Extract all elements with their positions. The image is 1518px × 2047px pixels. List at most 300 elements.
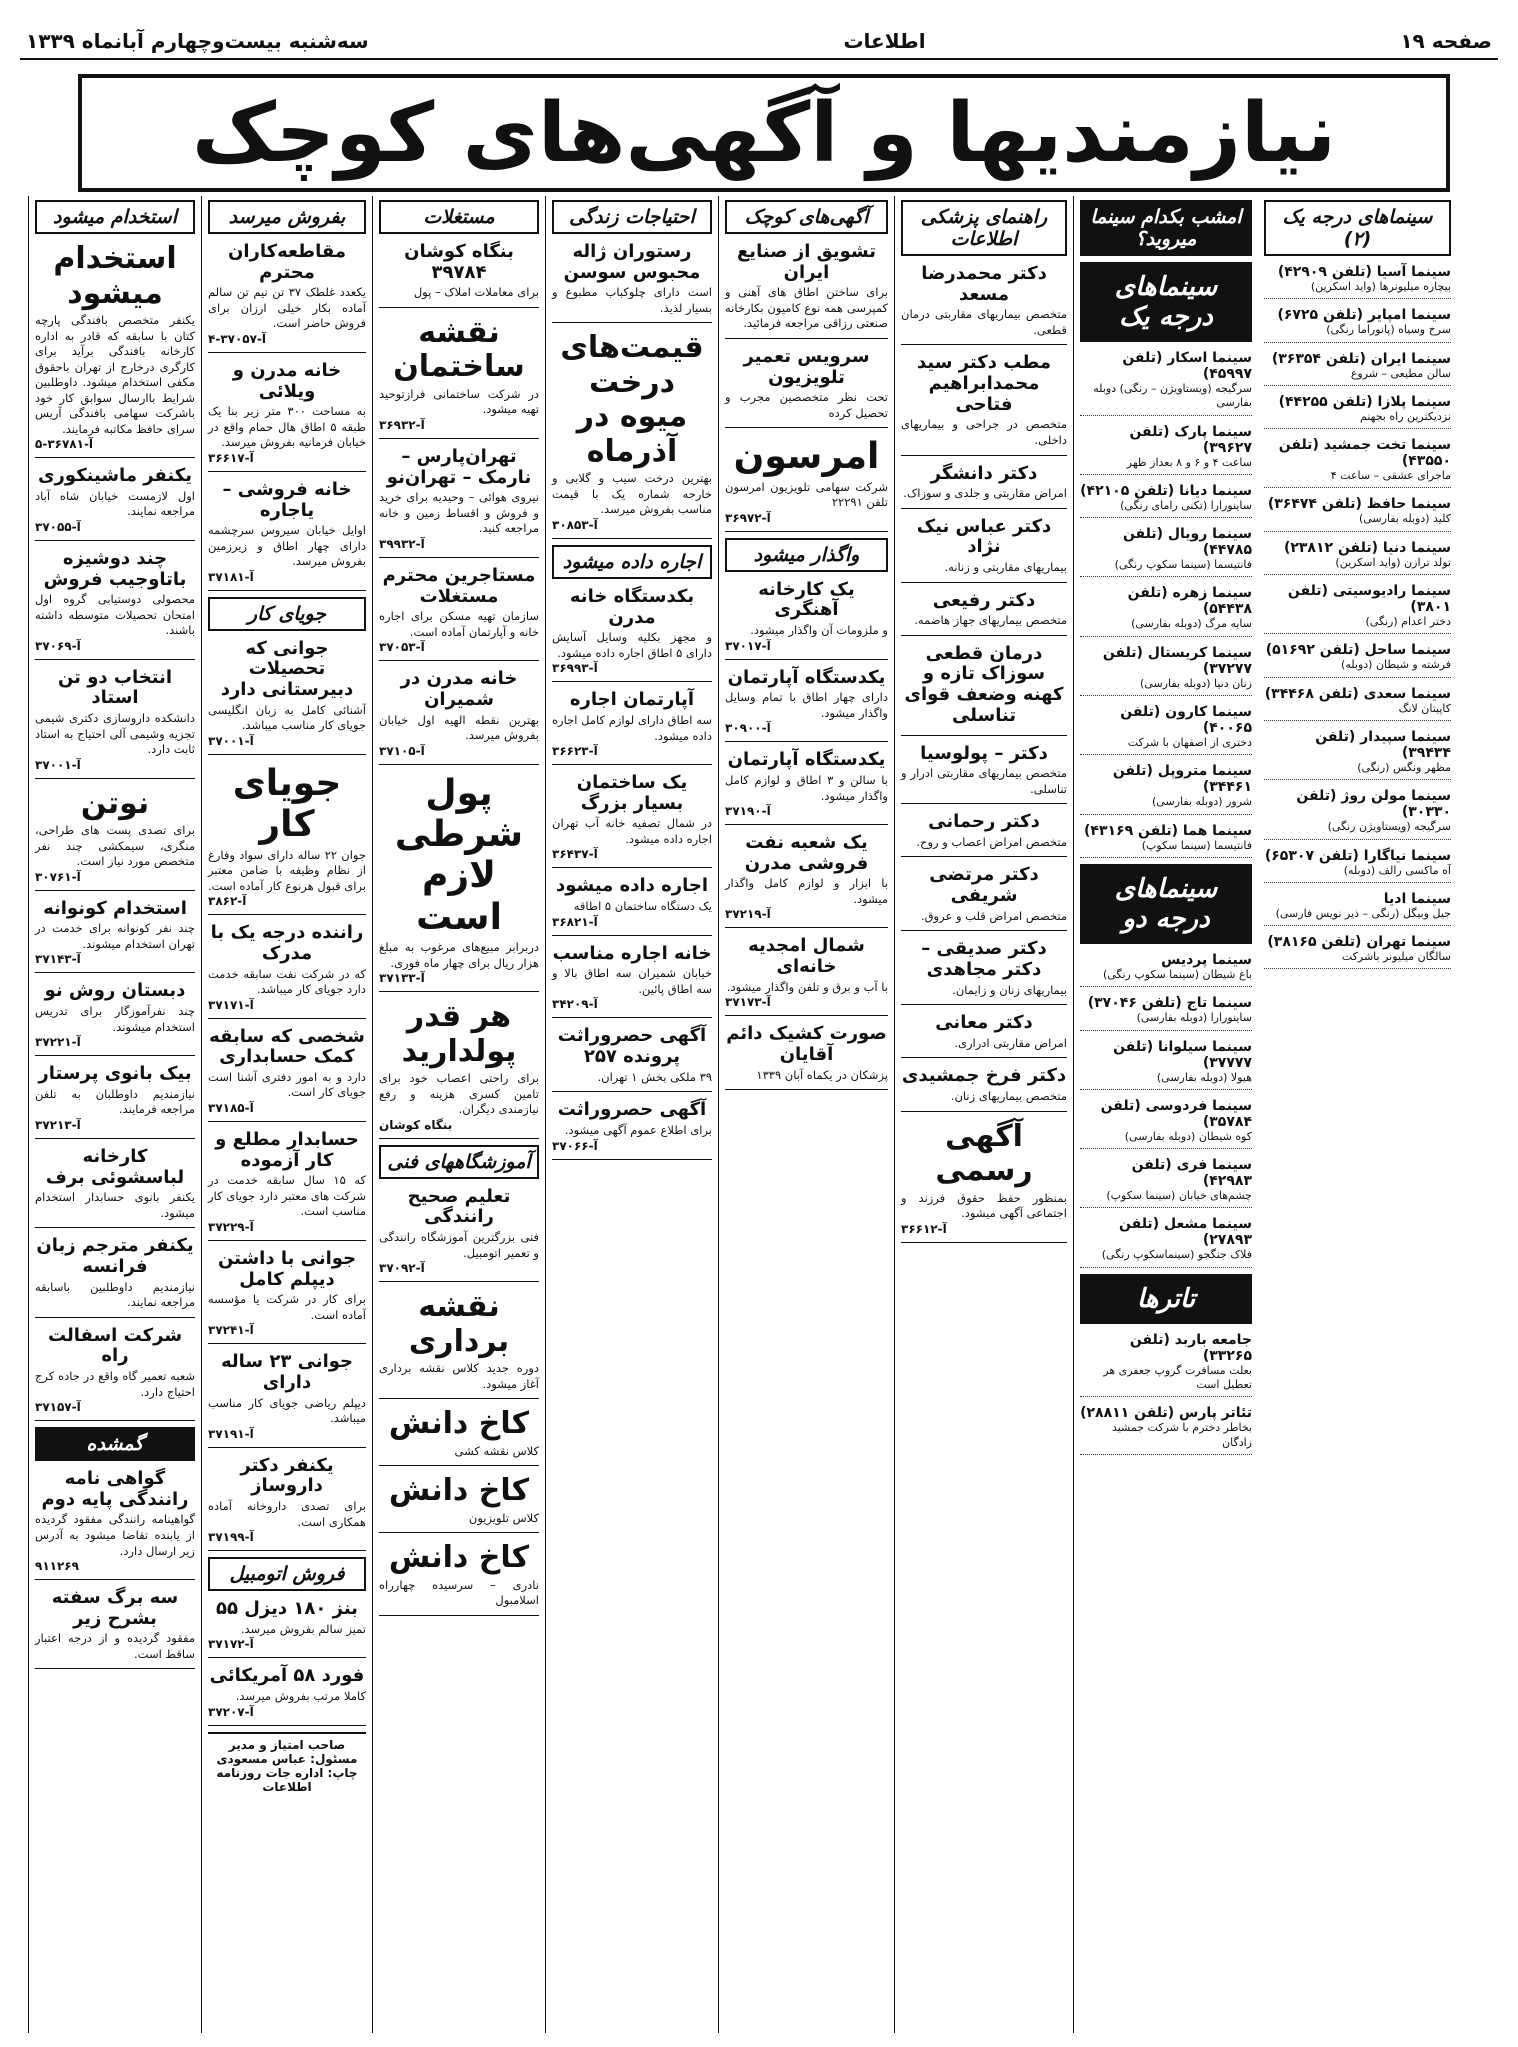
classified-ad bbox=[901, 462, 1067, 509]
classified-ad bbox=[35, 1234, 195, 1317]
ad-title: پول شرطی لازم است bbox=[394, 772, 524, 938]
cinema-name: سینما هما (تلفن ۴۳۱۶۹) bbox=[1084, 822, 1252, 839]
cinema-program: مظهر ونگس (رنگی) bbox=[1357, 760, 1451, 774]
classified-ad bbox=[901, 863, 1067, 931]
ad-text: که در شرکت نفت سابقه خدمت دارد جویای کار میباشد. bbox=[208, 966, 366, 997]
ad-code: آ-۳۷۱۸۱ bbox=[208, 569, 254, 584]
classified-ad bbox=[725, 1022, 888, 1090]
cinema-name: سینما زهره (تلفن ۵۴۴۳۸) bbox=[1127, 585, 1252, 618]
ad-title: امرسون bbox=[733, 436, 880, 478]
ad-text: دوره جدید کلاس نقشه برداری آغاز میشود. bbox=[379, 1361, 539, 1391]
ad-code: آ-۳۸۶۲ bbox=[208, 894, 247, 909]
ad-title: تشویق از صنایع ایران bbox=[737, 241, 876, 283]
publisher-note bbox=[208, 1732, 366, 1794]
classified-ad bbox=[552, 771, 712, 868]
ad-code: آ-۳۶۶۱۲ bbox=[901, 1221, 947, 1236]
ad-text: سازمان تهیه مسکن برای اجاره خانه و آپارتمان آماده است. bbox=[379, 609, 539, 639]
ad-code: آ-۳۶۷۸۱-۵ bbox=[35, 437, 94, 452]
cinema-listing bbox=[1080, 993, 1252, 1030]
ad-code: آ-۳۷۱۸۵ bbox=[208, 1101, 254, 1115]
ad-code: ۹۱۱۲۶۹ bbox=[35, 1559, 79, 1574]
ad-title: استخدام کونوانه bbox=[43, 897, 187, 919]
ad-code: آ-۳۷۰۵۷-۴ bbox=[208, 331, 267, 346]
ad-text: یکنفر بانوی حسابدار استخدام میشود. bbox=[35, 1190, 195, 1220]
ad-code: آ-۳۰۹۰۰ bbox=[725, 721, 771, 736]
ad-title: دکتر صدیقی – دکتر مجاهدی bbox=[921, 938, 1047, 981]
ad-text: یکعدد غلطک ۳۷ تن نیم تن سالم آماده بکار خیلی ارزان برای فروش حاضر است. bbox=[208, 285, 366, 331]
ad-title: دکتر رفیعی bbox=[932, 589, 1036, 611]
cinema-listing bbox=[1264, 435, 1451, 488]
ad-text: و ملزومات آن واگذار میشود. bbox=[750, 623, 888, 638]
ad-title: خانه فروشی – یاجاره bbox=[222, 478, 352, 521]
ad-title: کاخ دانش bbox=[388, 1406, 530, 1442]
ad-text: بهترین نقطه الهیه اول خیابان بفروش میرسد. bbox=[379, 712, 539, 743]
ad-title: یکدستگاه آپارتمان bbox=[727, 666, 886, 688]
cinema-name: سینما ایران (تلفن ۳۶۳۵۴) bbox=[1271, 350, 1451, 367]
owner-line: صاحب امتیاز و مدیر مسئول: عباس مسعودی bbox=[216, 1737, 358, 1766]
ad-code: آ-۳۶۸۲۱ bbox=[552, 914, 598, 929]
cinema-name: جامعه باربد (تلفن ۳۳۲۶۵) bbox=[1129, 1331, 1252, 1364]
ad-title: قیمت‌های درخت میوه در آذرماه bbox=[560, 330, 704, 469]
classified-ad bbox=[208, 1664, 366, 1725]
classified-ad bbox=[901, 515, 1067, 583]
column-heading: سینماهای درجه یک (۲) bbox=[1264, 200, 1451, 256]
ad-text: شعبه تعمیر گاه واقع در جاده کرج احتیاج دارد. bbox=[35, 1369, 195, 1399]
cinema-listing bbox=[1264, 889, 1451, 926]
cinema-listing bbox=[1264, 727, 1451, 780]
ad-title: یکنفر مترجم زبان فرانسه bbox=[36, 1235, 194, 1277]
classified-ad bbox=[35, 785, 195, 891]
column-heading: آگهی‌های کوچک bbox=[725, 200, 888, 234]
print-line: چاپ: اداره جات روزنامه اطلاعات bbox=[216, 1765, 358, 1794]
classified-ad bbox=[552, 329, 712, 539]
classified-ad bbox=[901, 937, 1067, 1005]
ad-text: محصولی دوستیابی گروه اول امتحان تحصیلات متوسطه داشته باشند. bbox=[35, 592, 195, 638]
cinema-listing bbox=[1264, 786, 1451, 839]
cinema-program: شرور (دوبله بفارسی) bbox=[1152, 795, 1252, 809]
cinema-listing bbox=[1264, 262, 1451, 299]
ad-text: است دارای چلوکباب مطبوع و بسیار لذیذ. bbox=[552, 285, 712, 315]
ad-code: آ-۳۶۹۳۲ bbox=[379, 417, 425, 432]
classified-ad bbox=[725, 578, 888, 660]
classified-ad bbox=[208, 637, 366, 755]
ad-title: استخدام میشود bbox=[53, 241, 177, 311]
cinema-program: جیل وبیگل (رنگی – ذیر نویس فارسی) bbox=[1275, 906, 1451, 920]
ad-code: آ-۳۷۱۹۱ bbox=[208, 1426, 254, 1441]
classified-ad bbox=[208, 359, 366, 472]
cinema-name: سینما حافظ (تلفن ۳۶۴۷۴) bbox=[1267, 496, 1451, 513]
classified-ad bbox=[901, 1064, 1067, 1111]
cinema-name: سینما رادیوسیتی (تلفن ۳۸۰۱) bbox=[1287, 583, 1451, 616]
classified-ad bbox=[901, 810, 1067, 857]
cinema-listing bbox=[1080, 583, 1252, 636]
cinema-program: سرگیجه (ویستاویژن – رنگی) دوبله بفارسی bbox=[1093, 382, 1252, 410]
ad-title: اجاره داده میشود bbox=[555, 875, 709, 897]
ad-code: آ-۳۷۱۷۲ bbox=[208, 1637, 254, 1652]
ad-title: رستوران ژاله محبوس سوسن bbox=[563, 241, 701, 283]
cinema-program: آه ماکسی رالف (دوبله) bbox=[1343, 863, 1451, 877]
ad-code: آ-۳۷۰۱۷ bbox=[725, 638, 771, 653]
ad-text: خیابان شمیران سه اطاق بالا و سه اطاق پائین. bbox=[552, 966, 712, 996]
ad-code: آ-۳۷۰۰۱ bbox=[35, 757, 81, 772]
ad-code: آ-۳۷۲۴۱ bbox=[208, 1323, 254, 1338]
ad-code: آ-۳۷۰۵۵ bbox=[35, 519, 81, 534]
classified-ad bbox=[552, 688, 712, 765]
cinema-name: سینما آسیا (تلفن ۴۲۹۰۹) bbox=[1277, 264, 1451, 280]
ad-text: تمیز سالم بفروش میرسد. bbox=[240, 1621, 366, 1636]
ad-code: بنگاه کوشان bbox=[379, 1117, 453, 1132]
column-2 bbox=[201, 196, 372, 2033]
ad-text: متخصص بیماریهای مقاربتی ادرار و تناسلی. bbox=[901, 766, 1067, 796]
section-heading: واگذار میشود bbox=[725, 538, 888, 572]
ad-title: دکتر عباس نیک نژاد bbox=[916, 515, 1052, 558]
paper-name: اطلاعات bbox=[843, 29, 926, 53]
ad-text: دارد و به امور دفتری آشنا است جویای کار است. bbox=[208, 1069, 366, 1100]
classified-ad bbox=[35, 1145, 195, 1228]
classified-ad bbox=[725, 666, 888, 743]
ad-title: جوانی که تحصیلات دبیرستانی دارد bbox=[220, 637, 354, 701]
ad-text: اوایل خیابان سیروس سرچشمه دارای چهار اطاق و زیرزمین بفروش میرسد. bbox=[208, 523, 366, 569]
ad-text: نیازمندیم داوطلبین باسابقه مراجعه نمایند. bbox=[35, 1279, 195, 1310]
ad-text: که ۱۵ سال سابقه خدمت در شرکت های معتبر دارد جویای کار مناسب است. bbox=[208, 1173, 367, 1219]
cinema-listing bbox=[1080, 1214, 1252, 1267]
cinema-listing bbox=[1080, 524, 1252, 577]
cinema-listing bbox=[1080, 1403, 1252, 1455]
cinema-program: کاپیتان لانگ bbox=[1398, 701, 1451, 715]
ad-text: دربرابر مبیع‌های مرغوب به مبلغ هزار ریال برای چهار ماه فوری. bbox=[379, 940, 539, 970]
ad-code: آ-۳۷۰۶۶ bbox=[552, 1138, 598, 1153]
cinema-name: تئاتر پارس (تلفن ۲۸۸۱۱) bbox=[1080, 1405, 1252, 1422]
ad-title: بنز ۱۸۰ دیزل ۵۵ bbox=[216, 1598, 358, 1620]
classified-ad bbox=[725, 934, 888, 1016]
ad-title: نقشه برداری bbox=[408, 1289, 510, 1359]
classified-ad bbox=[901, 742, 1067, 805]
cinema-program: فانتیسما (سینما سکوپ) bbox=[1141, 838, 1252, 852]
classified-ad bbox=[208, 1454, 366, 1551]
cinema-listing bbox=[1080, 422, 1252, 475]
ad-text: متخصص بیماریهای زنان. bbox=[950, 1089, 1067, 1104]
cinema-section-heading: تاترها bbox=[1080, 1274, 1252, 1324]
ad-code: آ-۳۷۱۴۳ bbox=[35, 952, 81, 967]
cinema-listing bbox=[1264, 846, 1451, 883]
ad-title: یکدستگاه آپارتمان bbox=[727, 749, 886, 771]
cinema-listing bbox=[1264, 640, 1451, 677]
cinema-listing bbox=[1080, 481, 1252, 518]
ad-title: گواهی نامه رانندگی پایه دوم bbox=[41, 1468, 189, 1510]
ad-text: برای راحتی اعصاب خود برای تامین کسری هزینه و رفع نیازمندی دیگران. bbox=[379, 1071, 539, 1117]
cinema-program: چشم‌های خیابان (سینما سکوپ) bbox=[1106, 1189, 1252, 1203]
ad-code: آ-۳۹۹۳۲ bbox=[379, 536, 425, 551]
ad-title: صورت کشیک دائم آقایان bbox=[726, 1023, 887, 1066]
classified-ad bbox=[901, 1011, 1067, 1058]
cinema-name: سینما سیلوانا (تلفن ۳۷۷۷۷) bbox=[1113, 1038, 1252, 1071]
classified-ad bbox=[901, 262, 1067, 345]
classified-ad bbox=[379, 1472, 539, 1533]
column-1 bbox=[28, 196, 201, 2033]
cinema-listing bbox=[1080, 761, 1252, 814]
ad-title: شرکت اسفالت راه bbox=[47, 1324, 183, 1367]
classified-ad bbox=[208, 1128, 366, 1241]
ad-title: فورد ۵۸ آمریکائی bbox=[209, 1665, 365, 1687]
cinema-listing bbox=[1080, 1330, 1252, 1398]
ad-text: گواهینامه رانندگی مفقود گردیده از یابنده تقاضا میشود به آدرس زیر ارسال دارد. bbox=[35, 1512, 195, 1558]
cinema-listing bbox=[1080, 950, 1252, 987]
cinema-listing bbox=[1080, 1096, 1252, 1149]
ad-text: برای ساختن اطاق های آهنی و کمپرسی همه نوع کامیون بکارخانه صنعتی رزاقی مراجعه فرمائید. bbox=[725, 285, 888, 331]
cinema-program: زنان دنیا (دوبله بفارسی) bbox=[1140, 676, 1252, 690]
cinema-name: سینما پلازا (تلفن ۴۴۲۵۵) bbox=[1278, 393, 1451, 410]
ad-title: نوتن bbox=[80, 785, 150, 821]
ad-text: یکنفر متخصص بافندگی پارچه کتان با سابقه که قادر به اداره کارخانه بافندگی برآید برای کارگری درخارج از تهران باحقوق مکفی استخدام میشود. داوطلبین شرایط باارسال سوابق کار خود باشرکت سهامی بافندگی آریس سرای حافظ مکاتبه فرمایند. bbox=[35, 313, 195, 436]
masthead bbox=[78, 74, 1450, 192]
ad-text: با سالن و ۳ اطاق و لوازم کامل واگذار میشود. bbox=[725, 773, 888, 803]
ad-text: نادری – سرسیده چهارراه اسلامبول bbox=[379, 1577, 539, 1608]
classified-ad bbox=[901, 1118, 1067, 1243]
ad-text: دارای چهار اطاق با تمام وسایل واگذار میشود. bbox=[725, 690, 888, 720]
ad-title: دکتر محمدرضا مسعد bbox=[921, 263, 1047, 305]
classified-ad bbox=[35, 1062, 195, 1139]
cinema-name: سینما متروپل (تلفن ۳۴۴۶۱) bbox=[1112, 763, 1252, 796]
cinema-program: دختر اعدام (رنگی) bbox=[1365, 615, 1451, 629]
page-number: صفحه ۱۹ bbox=[1400, 29, 1492, 53]
ad-code: آ-۳۷۱۳۳ bbox=[379, 971, 425, 986]
cinema-listing bbox=[1264, 538, 1451, 575]
ad-text: بیماریهای مقاربتی و زنانه. bbox=[944, 560, 1067, 575]
cinema-section-heading: سینماهای درجه یک bbox=[1080, 262, 1252, 342]
cinema-name: سینما سپیدار (تلفن ۳۹۴۳۴) bbox=[1315, 728, 1451, 761]
section-heading: اجاره داده میشود bbox=[552, 545, 712, 579]
classified-ad bbox=[35, 240, 195, 458]
cinema-name: سینما دنیا (تلفن ۲۳۸۱۲) bbox=[1283, 539, 1451, 556]
cinema-program: ساینورارا (تکنی رامای رنگی) bbox=[1120, 498, 1252, 512]
ad-title: یکنفر دکتر داروساز bbox=[240, 1454, 334, 1497]
ad-code: آ-۳۷۲۱۳ bbox=[35, 1117, 81, 1132]
ad-code: آ-۳۷۲۱۹ bbox=[725, 907, 771, 922]
ad-title: بکدستگاه خانه مدرن bbox=[569, 585, 695, 628]
cinema-listing bbox=[1264, 932, 1451, 969]
ad-code: آ-۳۷۲۲۱ bbox=[35, 1035, 81, 1050]
classified-ad bbox=[208, 1350, 366, 1447]
classified-ad bbox=[208, 1247, 366, 1344]
cinema-name: سینما کریستال (تلفن ۳۷۲۷۷) bbox=[1102, 644, 1252, 677]
column-heading: مستغلات bbox=[379, 200, 539, 234]
cinema-listing bbox=[1264, 305, 1451, 342]
cinema-program: فانتیسما (سینما سکوپ رنگی) bbox=[1114, 558, 1252, 572]
ad-text: مفقود گردیده و از درجه اعتبار ساقط است. bbox=[35, 1631, 195, 1661]
column-4 bbox=[545, 196, 718, 2033]
cinema-name: سینما مشعل (تلفن ۲۷۸۹۳) bbox=[1119, 1216, 1252, 1249]
ad-code: آ-۳۶۹۹۳ bbox=[552, 661, 598, 676]
ad-title: دکتر فرخ جمشیدی bbox=[901, 1065, 1067, 1087]
ad-title: مستاجرین محترم مستغلات bbox=[382, 564, 536, 607]
ad-title: جوانی ۲۳ ساله دارای bbox=[220, 1351, 354, 1394]
column-heading: بفروش میرسد bbox=[208, 200, 366, 234]
classified-ad bbox=[379, 1185, 539, 1282]
cinema-program: سرخ وسیاه (پانوراما رنگی) bbox=[1326, 323, 1451, 337]
classified-ad bbox=[208, 761, 366, 915]
ad-code: آ-۳۷۰۹۲ bbox=[379, 1261, 425, 1276]
page-header bbox=[20, 24, 1498, 60]
ad-title: درمان قطعی سوزاک تازه و کهنه وضعف قوای تناسلی bbox=[904, 642, 1064, 726]
classified-ad bbox=[725, 345, 888, 428]
ad-code: آ-۳۴۲۰۹ bbox=[552, 997, 598, 1012]
column-heading: احتیاجات زندگی bbox=[552, 200, 712, 234]
ad-code: آ-۳۶۴۳۷ bbox=[552, 847, 598, 862]
cinema-listing bbox=[1080, 1037, 1252, 1090]
ad-code: آ-۳۷۱۹۹ bbox=[208, 1530, 254, 1545]
ad-title: خانه مدرن در شمیران bbox=[400, 668, 518, 710]
ad-title: یکنفر ماشینکوری bbox=[38, 465, 192, 487]
column-heading: امشب بکدام سینما میروید؟ bbox=[1080, 200, 1252, 256]
lost-found-heading: گمشده bbox=[35, 1427, 195, 1461]
classified-ad bbox=[35, 897, 195, 974]
cinema-name: سینما تخت جمشید (تلفن ۴۳۵۵۰) bbox=[1278, 437, 1451, 470]
classified-ad bbox=[901, 589, 1067, 636]
ad-text: کاملا مرتب بفروش میرسد. bbox=[235, 1689, 366, 1704]
ad-title: هر قدر پولدارید bbox=[401, 999, 517, 1069]
ad-text: آشنائی کامل به زبان انگلیسی جویای کار مناسب میباشد. bbox=[208, 702, 366, 733]
cinema-program: فرشته و شیطان (دوبله) bbox=[1341, 658, 1451, 672]
ad-text: متخصص امراض قلب و عروق. bbox=[920, 908, 1067, 923]
classified-ad bbox=[379, 1539, 539, 1616]
cinema-name: سینما کارون (تلفن ۴۰۰۶۵) bbox=[1120, 704, 1252, 737]
cinema-section-heading: سینماهای درجه دو bbox=[1080, 864, 1252, 944]
ad-title: کارخانه لباسشوئی برف bbox=[45, 1145, 185, 1188]
ad-text: نیروی هوائی – وحیدیه برای خرید و فروش و اقساط زمین و خانه مراجعه کنید. bbox=[379, 490, 539, 536]
column-heading: راهنمای پزشکی اطلاعات bbox=[901, 200, 1067, 256]
cinema-program: سالگان میلیونر باشرکت bbox=[1341, 950, 1451, 964]
ad-code: آ-۳۰۸۵۳ bbox=[552, 517, 598, 532]
cinema-name: سینما تاج (تلفن ۳۷۰۴۶) bbox=[1087, 995, 1252, 1012]
ad-title: بنگاه کوشان ۳۹۷۸۴ bbox=[404, 241, 514, 283]
ad-text: دانشکده داروسازی دکتری شیمی تجزیه وشیمی آلی احتیاج به استاد ثابت دارد. bbox=[35, 711, 195, 757]
classified-ad bbox=[379, 240, 539, 308]
cinema-program: دختری از اصفهان با شرکت bbox=[1127, 736, 1252, 750]
ad-title: خانه اجاره مناسب bbox=[552, 942, 712, 964]
cinema-name: سینما ساحل (تلفن ۵۱۶۹۲) bbox=[1265, 642, 1451, 659]
cinema-program: ماجرای عشقی – ساعت ۴ bbox=[1330, 469, 1451, 483]
ad-text: شرکت سهامی تلویزیون امرسون تلفن ۲۲۲۹۱ bbox=[725, 479, 888, 510]
cinema-program: کلید (دوبله بفارسی) bbox=[1358, 512, 1451, 526]
cinema-listing bbox=[1080, 821, 1252, 858]
ad-text: امراض مقاربتی و جلدی و سوزاک. bbox=[903, 486, 1067, 501]
ad-title: تعلیم صحیح رانندگی bbox=[407, 1185, 511, 1228]
ad-title: بیک بانوی پرستار bbox=[38, 1063, 192, 1085]
classified-ad bbox=[379, 314, 539, 439]
ad-code: آ-۳۶۶۲۳ bbox=[552, 744, 598, 759]
cinema-program: بعلت مسافرت گروپ جعفری هر تعطیل است bbox=[1103, 1363, 1252, 1392]
classified-ad bbox=[35, 979, 195, 1056]
ad-title: کاخ دانش bbox=[388, 1473, 530, 1509]
column-3 bbox=[372, 196, 545, 2033]
column-6 bbox=[894, 196, 1073, 2033]
classified-ad bbox=[552, 942, 712, 1019]
classified-ad bbox=[379, 1288, 539, 1399]
ad-title: راننده درجه یک با مدرک bbox=[210, 922, 364, 964]
ad-text: اول لازمست خیابان شاه آباد مراجعه نمایند. bbox=[35, 488, 195, 519]
cinema-listing bbox=[1080, 1155, 1252, 1208]
ad-title: جوانی با داشتن دیپلم کامل bbox=[217, 1247, 357, 1290]
ad-text: چند نفر کونوانه برای خدمت در تهران استخدام میشوند. bbox=[35, 921, 195, 951]
cinema-name: سینما اسکار (تلفن ۴۵۹۹۷) bbox=[1122, 350, 1252, 382]
ad-text: امراض مقاربتی ادراری. bbox=[954, 1035, 1067, 1050]
classified-ad bbox=[725, 831, 888, 928]
cinema-program: ساینورارا (دوبله بفارسی) bbox=[1136, 1011, 1252, 1025]
ad-title: یک شعبه نفت فروشی مدرن bbox=[744, 832, 869, 874]
ad-code: آ-۳۷۲۲۹ bbox=[208, 1219, 254, 1234]
ad-text: متخصص بیماریهای جهاز هاضمه. bbox=[914, 613, 1067, 628]
ad-title: حسابدار مطلع و کار آزموده bbox=[215, 1129, 359, 1171]
classified-ad bbox=[379, 445, 539, 558]
cinema-listing bbox=[1264, 349, 1451, 386]
classified-ad bbox=[552, 1098, 712, 1159]
ad-title: تهران‌پارس – نارمک – تهران‌نو bbox=[386, 445, 532, 488]
column-heading: استخدام میشود bbox=[35, 200, 195, 234]
ad-title: انتخاب دو تن استاد bbox=[57, 666, 172, 709]
ad-title: دکتر دانشگر bbox=[930, 462, 1038, 484]
classified-ad bbox=[208, 1597, 366, 1658]
cinema-listing bbox=[1264, 392, 1451, 429]
ad-code: آ-۳۷۰۵۳ bbox=[379, 640, 425, 655]
ad-title: مقاطعه‌کاران محترم bbox=[227, 241, 346, 283]
columns-container bbox=[28, 196, 1490, 2033]
section-heading: آموزشگاههای فنی bbox=[379, 1145, 539, 1179]
cinema-name: سینما نیاگارا (تلفن ۶۵۳۰۷) bbox=[1264, 847, 1451, 864]
ad-text: متخصص امراض اعصاب و روح. bbox=[916, 834, 1067, 849]
ad-code: آ-۳۷۱۷۳ bbox=[725, 995, 771, 1010]
cinema-program: نزدیکترین راه بجهنم bbox=[1360, 409, 1451, 423]
classified-ad bbox=[35, 1586, 195, 1669]
classified-ad bbox=[379, 771, 539, 993]
ad-text: متخصص بیماریهای مقاربتی درمان قطعی. bbox=[901, 307, 1067, 337]
cinema-program: تولد ترازن (واید اسکرین) bbox=[1335, 555, 1451, 569]
ad-title: شمال امجدیه خانه‌ای bbox=[748, 935, 865, 978]
classified-ad bbox=[725, 748, 888, 825]
issue-date: سه‌شنبه بیست‌وچهارم آبانماه ۱۳۳۹ bbox=[26, 29, 369, 53]
ad-title: نقشه ساختمان bbox=[393, 314, 525, 385]
ad-text: نیازمندیم داوطلبان به تلفن مراجعه فرمایند. bbox=[35, 1086, 195, 1117]
ad-text: برای اطلاع عموم آگهی میشود. bbox=[564, 1122, 712, 1137]
cinema-listing bbox=[1080, 702, 1252, 755]
ad-text: فنی بزرگترین آموزشگاه رانندگی و تعمیر اتومبیل. bbox=[379, 1230, 539, 1260]
ad-title: مطب دکتر سید محمدابراهیم فتاحی bbox=[917, 352, 1051, 415]
ad-code: آ-۳۷۱۰۵ bbox=[379, 743, 425, 758]
section-heading: فروش اتومبیل bbox=[208, 1557, 366, 1591]
ad-text: و مجهز بکلیه وسایل آسایش دارای ۵ اطاق اجاره داده میشود. bbox=[552, 630, 712, 660]
cinema-name: سینما امپایر (تلفن ۶۷۲۵) bbox=[1277, 307, 1451, 324]
ad-text: متخصص در جراحی و بیماریهای داخلی. bbox=[901, 417, 1067, 447]
classified-ad bbox=[208, 921, 366, 1018]
ad-text: برای تصدی داروخانه آماده همکاری است. bbox=[208, 1499, 366, 1529]
ad-text: جوان ۲۲ ساله دارای سواد وفارغ از نظام وظیفه با ضامن معتبر برای قبول هرنوع کار آماده است. bbox=[207, 847, 366, 893]
ad-text: بمنظور حفظ حقوق فرزند و اجتماعی آگهی میشود. bbox=[901, 1190, 1067, 1221]
cinema-listing bbox=[1080, 348, 1252, 416]
ad-code: آ-۳۷۱۵۷ bbox=[35, 1400, 81, 1415]
cinema-program: فلاک جنگجو (سینماسکوپ رنگی) bbox=[1101, 1248, 1252, 1262]
classified-ad bbox=[35, 464, 195, 541]
cinema-listing bbox=[1080, 643, 1252, 696]
ad-title: آگهی رسمی bbox=[935, 1118, 1033, 1189]
ad-text: در شرکت ساختمانی فرازتوحید تهیه میشود. bbox=[379, 386, 539, 417]
ad-text: برای کار در شرکت یا مؤسسه آماده است. bbox=[208, 1292, 366, 1322]
cinema-program: بخاطر دخترم با شرکت جمشید زادگان bbox=[1111, 1421, 1252, 1449]
ad-text: برای معاملات املاک – پول bbox=[413, 285, 539, 300]
classified-ad bbox=[725, 434, 888, 531]
cinema-name: سینما رویال (تلفن ۴۴۷۸۵) bbox=[1122, 526, 1252, 559]
ad-text: بهترین درخت سیب و گلابی و خارجه شماره یک با قیمت مناسب بفروش میرسد. bbox=[552, 471, 712, 517]
ad-text: چند نفرآموزگار برای تدریس استخدام میشوند. bbox=[35, 1004, 195, 1034]
cinema-program: کوه شیطان (دوبله بفارسی) bbox=[1124, 1129, 1252, 1143]
